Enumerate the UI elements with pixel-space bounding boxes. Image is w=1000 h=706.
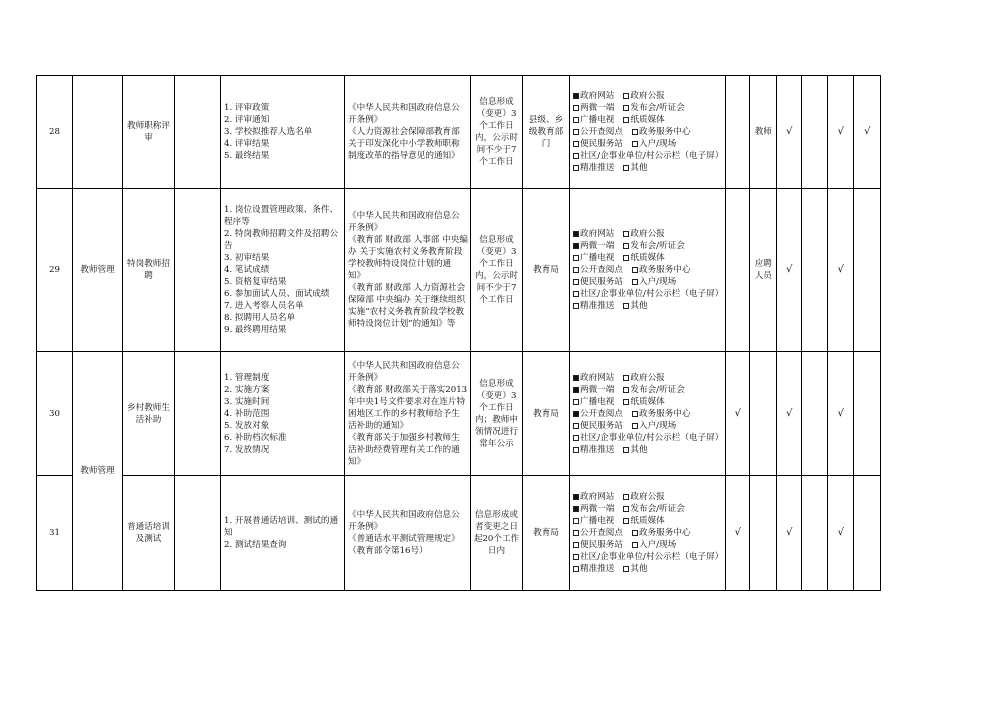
content-item: 4. 笔试成绩 [224,265,270,275]
mark-cell: √ [777,76,802,189]
channel-option [623,253,664,263]
channel-option [632,127,691,137]
table-row [37,476,881,591]
unchecked-box-icon [573,105,579,111]
unchecked-box-icon [632,267,638,273]
table-row [37,352,881,476]
unchecked-box-icon [623,243,629,249]
unchecked-box-icon [573,566,579,572]
basis-text: 《中华人民共和国政府信息公开条例》 《人力资源社会保障部教育部关于印发深化中小学教师职称制度改革的指导意见的通知》 [348,103,460,161]
checked-box-icon [573,506,579,512]
checked-box-icon [573,93,579,99]
content-item: 4. 补助范围 [224,408,270,419]
content-list [221,476,345,591]
channel-option [632,540,676,550]
channel-option [623,564,647,574]
content-item: 6. 补助档次标准 [224,432,287,443]
unchecked-box-icon [573,129,579,135]
basis-text: 《中华人民共和国政府信息公开条例》 《普通话水平测试管理规定》（教育部令第16号） [348,510,460,556]
empty-cell [175,189,221,352]
channel-label: 政府公报 [630,229,665,239]
mark-cell: √ [828,76,854,189]
channel-option [623,504,684,514]
channel-label: 便民服务站 [580,139,623,149]
channel-label: 便民服务站 [580,277,623,287]
channel-label: 入户/现场 [638,540,677,550]
content-item: 4. 评审结果 [224,139,270,149]
channel-label: 政府公报 [630,91,665,101]
mark-cell: √ [777,352,802,476]
channel-option [573,253,614,263]
channel-label: 政务服务中心 [638,265,691,275]
content-item: 5. 最终结果 [224,151,270,161]
channel-label: 其他 [630,444,648,455]
channel-label: 政府公报 [630,372,665,383]
channel-option [573,103,614,113]
disclosure-table [36,75,881,591]
mark-cell [854,476,881,591]
channel-line [573,420,723,432]
channel-option [623,115,664,125]
channel-option [573,229,614,239]
content-list [221,76,345,189]
content-item: 7. 进入考察人员名单 [224,301,304,311]
channel-option [573,115,614,125]
unchecked-box-icon [623,506,629,512]
unchecked-box-icon [573,279,579,285]
channel-line [573,539,723,551]
channel-label: 精准推送 [580,444,615,455]
channel-label: 其他 [630,564,648,574]
unchecked-box-icon [623,447,629,453]
channel-line [573,527,723,539]
channel-line [573,444,723,456]
category-cell: 教师管理 [73,189,123,352]
channel-option [623,229,664,239]
channel-option [573,373,614,383]
unchecked-box-icon [632,129,638,135]
subject-cell: 教育局 [523,189,570,352]
channel-label: 政府网站 [580,372,615,383]
content-item: 2. 评审通知 [224,115,270,125]
mark-cell: √ [828,352,854,476]
channels-cell [570,476,726,591]
channels-cell [570,76,726,189]
subitem-cell: 普通话培训及测试 [123,476,175,591]
channel-option [632,421,676,431]
channel-option [632,265,691,275]
channel-label: 两微一端 [580,504,615,514]
content-item: 2. 实施方案 [224,384,270,395]
checked-box-icon [573,231,579,237]
empty-cell [175,352,221,476]
channel-line [573,228,723,240]
channel-label: 公开查阅点 [580,265,623,275]
channel-label: 入户/现场 [638,139,677,149]
target-cell [750,352,777,476]
mark-cell [802,352,828,476]
content-item: 6. 参加面试人员、面试成绩 [224,289,330,299]
unchecked-box-icon [623,494,629,500]
channel-option [623,385,684,395]
unchecked-box-icon [623,105,629,111]
channel-line [573,408,723,420]
channel-label: 公开查阅点 [580,408,623,419]
channel-line [573,90,723,102]
content-item: 3. 学校拟推荐人选名单 [224,127,313,137]
channel-option [573,163,614,173]
channel-label: 精准推送 [580,163,615,173]
mark-cell [726,189,750,352]
unchecked-box-icon [573,447,579,453]
unchecked-box-icon [573,303,579,309]
channel-option [632,409,691,419]
channel-label: 政务服务中心 [638,408,691,419]
mark-cell: √ [828,476,854,591]
content-item: 3. 初审结果 [224,253,270,263]
channel-label: 精准推送 [580,301,615,311]
channel-line [573,276,723,288]
table-row [37,76,881,189]
channel-option [623,301,647,311]
mark-cell: √ [828,189,854,352]
channel-label: 社区/企事业单位/村公示栏（电子屏） [580,432,724,443]
channel-option [623,103,684,113]
channel-label: 纸质媒体 [630,253,665,263]
checked-box-icon [573,387,579,393]
checked-box-icon [573,375,579,381]
unchecked-box-icon [573,542,579,548]
channel-label: 公开查阅点 [580,528,623,538]
content-item: 5. 发放对象 [224,420,270,431]
channel-option [573,540,623,550]
channel-option [573,409,623,419]
row-number: 29 [37,189,73,352]
unchecked-box-icon [623,399,629,405]
unchecked-box-icon [632,279,638,285]
channel-option [623,492,664,502]
unchecked-box-icon [573,435,579,441]
mark-cell [854,352,881,476]
channel-label: 入户/现场 [638,420,677,431]
unchecked-box-icon [573,518,579,524]
channel-label: 社区/企事业单位/村公示栏（电子屏） [580,151,724,161]
checked-box-icon [573,243,579,249]
content-item: 1. 岗位设置管理政策、条件、程序等 [224,205,339,227]
channel-label: 广播电视 [580,396,615,407]
channel-option [573,421,623,431]
channel-line [573,150,723,162]
time-cell: 信息形成（变更）3个工作日内；教师申领情况进行常年公示 [471,352,523,476]
unchecked-box-icon [632,542,638,548]
channel-option [573,397,614,407]
channel-label: 精准推送 [580,564,615,574]
content-item: 9. 最终聘用结果 [224,325,287,335]
content-item: 5. 资格复审结果 [224,277,287,287]
target-cell: 应聘人员 [750,189,777,352]
channel-option [573,504,614,514]
channel-label: 纸质媒体 [630,516,665,526]
unchecked-box-icon [623,93,629,99]
content-item: 1. 评审政策 [224,103,270,113]
content-item: 2. 特岗教师招聘文件及招聘公告 [224,229,339,251]
row-number: 30 [37,352,73,476]
channel-label: 社区/企事业单位/村公示栏（电子屏） [580,289,724,299]
channel-line [573,252,723,264]
time-cell: 信息形成或者变更之日起20个工作日内 [471,476,523,591]
channels-cell [570,352,726,476]
content-item: 3. 实施时间 [224,396,270,407]
unchecked-box-icon [623,387,629,393]
channel-option [632,277,676,287]
channel-line [573,240,723,252]
channel-option [573,265,623,275]
table-row [37,189,881,352]
unchecked-box-icon [573,141,579,147]
row-number: 31 [37,476,73,591]
channel-label: 政府网站 [580,492,615,502]
channel-line [573,515,723,527]
channel-label: 广播电视 [580,516,615,526]
unchecked-box-icon [632,141,638,147]
channel-option [623,397,664,407]
channel-line [573,264,723,276]
channel-option [573,516,614,526]
channel-label: 发布会/听证会 [630,241,685,251]
channel-option [573,528,623,538]
unchecked-box-icon [623,231,629,237]
mark-cell: √ [777,476,802,591]
basis-cell [345,76,471,189]
channel-option [623,163,647,173]
basis-cell [345,189,471,352]
channel-label: 发布会/听证会 [630,103,685,113]
subject-cell: 教育局 [523,352,570,476]
channel-option [573,433,723,443]
channel-option [623,91,664,101]
target-cell [750,476,777,591]
checked-box-icon [573,494,579,500]
time-cell: 信息形成（变更）3个工作日内，公示时间不少于7个工作日 [471,189,523,352]
channel-line [573,102,723,114]
content-list [221,352,345,476]
channel-option [573,552,723,562]
channel-option [573,445,614,455]
unchecked-box-icon [623,375,629,381]
channel-line [573,114,723,126]
channel-label: 便民服务站 [580,420,623,431]
channel-option [573,241,614,251]
content-item: 7. 发放情况 [224,444,270,455]
basis-cell [345,352,471,476]
channel-option [632,528,691,538]
channel-label: 政府网站 [580,229,615,239]
channel-line [573,288,723,300]
channel-line [573,162,723,174]
channel-line [573,300,723,312]
mark-cell: √ [777,189,802,352]
basis-text: 《中华人民共和国政府信息公开条例》 《教育部 财政部 人事部 中央编办 关于实施农村义务教育阶段学校教师特设岗位计划的通知》 《教育部 财政部 人力资源社会保障部 中央编办 关于继续组织实施“农村义务教育阶段学校教师特设岗位计划”的通知》等 [348,211,468,329]
channel-option [623,373,664,383]
target-cell: 教师 [750,76,777,189]
channel-label: 社区/企事业单位/村公示栏（电子屏） [580,552,724,562]
channel-option [573,385,614,395]
unchecked-box-icon [573,291,579,297]
channel-label: 纸质媒体 [630,115,665,125]
content-item: 1. 开展普通话培训、测试的通知 [224,516,339,538]
empty-cell [175,476,221,591]
unchecked-box-icon [632,530,638,536]
channel-label: 其他 [630,163,648,173]
channel-line [573,384,723,396]
channel-line [573,126,723,138]
channel-option [573,492,614,502]
content-list [221,189,345,352]
channel-label: 政务服务中心 [638,528,691,538]
mark-cell [854,189,881,352]
channel-label: 入户/现场 [638,277,677,287]
channel-label: 广播电视 [580,253,615,263]
content-item: 1. 管理制度 [224,372,270,383]
channel-label: 发布会/听证会 [630,384,685,395]
channel-label: 两微一端 [580,103,615,113]
channel-label: 便民服务站 [580,540,623,550]
channel-label: 两微一端 [580,384,615,395]
channel-line [573,432,723,444]
unchecked-box-icon [623,117,629,123]
category-cell [73,76,123,189]
unchecked-box-icon [573,165,579,171]
channel-line [573,551,723,563]
channel-option [573,289,723,299]
unchecked-box-icon [623,303,629,309]
basis-cell [345,476,471,591]
channel-option [573,301,614,311]
channels-cell [570,189,726,352]
content-item: 2. 测试结果查询 [224,540,287,550]
channel-option [632,139,676,149]
channel-label: 两微一端 [580,241,615,251]
channel-option [573,139,623,149]
unchecked-box-icon [573,423,579,429]
channel-line [573,396,723,408]
channel-line [573,138,723,150]
channel-option [623,445,647,455]
channel-line [573,491,723,503]
channel-line [573,372,723,384]
empty-cell [175,76,221,189]
time-cell: 信息形成（变更）3个工作日内，公示时间不少于7个工作日 [471,76,523,189]
mark-cell: √ [854,76,881,189]
unchecked-box-icon [573,267,579,273]
mark-cell: √ [726,352,750,476]
subitem-cell: 乡村教师生活补助 [123,352,175,476]
subitem-cell: 特岗教师招聘 [123,189,175,352]
channel-label: 公开查阅点 [580,127,623,137]
unchecked-box-icon [623,518,629,524]
channel-label: 其他 [630,301,648,311]
unchecked-box-icon [573,255,579,261]
channel-option [573,564,614,574]
channel-label: 政务服务中心 [638,127,691,137]
channel-label: 纸质媒体 [630,396,665,407]
channel-option [623,241,684,251]
channel-label: 广播电视 [580,115,615,125]
unchecked-box-icon [573,530,579,536]
unchecked-box-icon [573,399,579,405]
unchecked-box-icon [623,255,629,261]
channel-line [573,563,723,575]
unchecked-box-icon [632,411,638,417]
category-cell: 教师管理 [73,352,123,591]
channel-option [573,91,614,101]
unchecked-box-icon [623,566,629,572]
channel-option [573,127,623,137]
row-number: 28 [37,76,73,189]
channel-label: 政府公报 [630,492,665,502]
unchecked-box-icon [573,153,579,159]
unchecked-box-icon [623,165,629,171]
mark-cell [802,476,828,591]
basis-text: 《中华人民共和国政府信息公开条例》 《教育部 财政部关于落实2013年中央1号文件要求对在连片特困地区工作的乡村教师给予生活补助的通知》 《教育部关于加强乡村教师生活补助经费管理有关工作的通知》 [348,360,468,467]
content-item: 8. 拟聘用人员名单 [224,313,296,323]
channel-line [573,503,723,515]
subject-cell: 教育局 [523,476,570,591]
mark-cell [802,76,828,189]
channel-label: 政府网站 [580,91,615,101]
channel-option [623,516,664,526]
unchecked-box-icon [573,554,579,560]
unchecked-box-icon [632,423,638,429]
mark-cell [802,189,828,352]
mark-cell: √ [726,476,750,591]
unchecked-box-icon [573,117,579,123]
checked-box-icon [573,411,579,417]
subitem-cell: 教师职称评审 [123,76,175,189]
channel-label: 发布会/听证会 [630,504,685,514]
subject-cell: 县级、乡级教育部门 [523,76,570,189]
channel-option [573,277,623,287]
mark-cell [726,76,750,189]
channel-option [573,151,723,161]
